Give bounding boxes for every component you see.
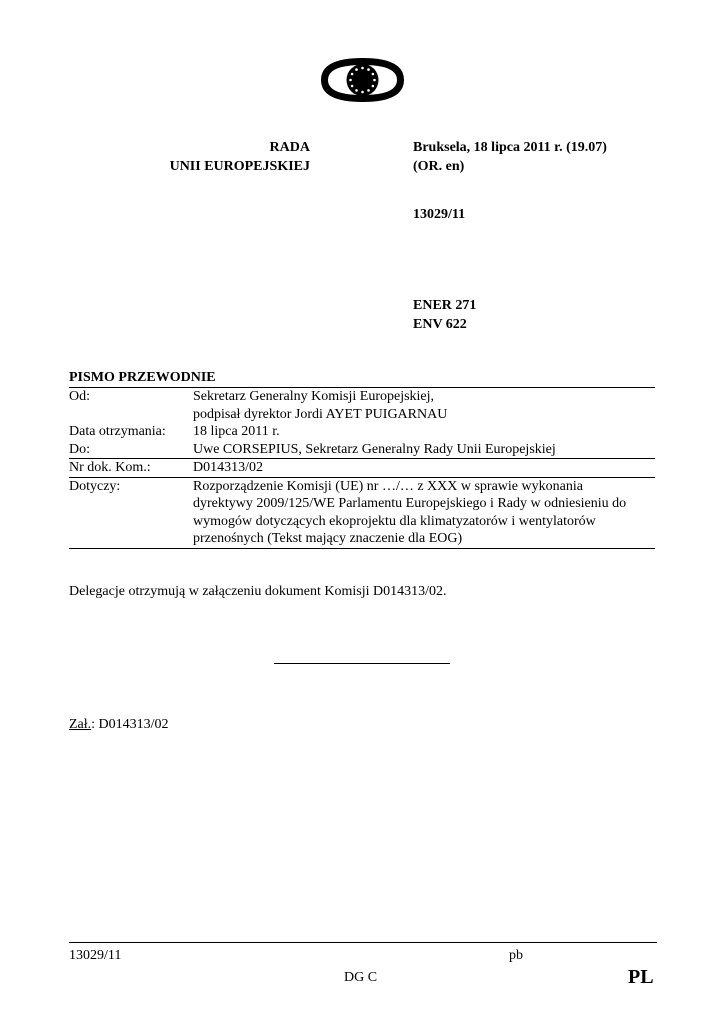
- value-line: Uwe CORSEPIUS, Sekretarz Generalny Rady Unii Europejskiej: [193, 441, 556, 457]
- table-row: [69, 477, 655, 548]
- row-label: Nr dok. Kom.:: [69, 459, 193, 478]
- row-label: Do:: [69, 441, 193, 459]
- code-env: ENV 622: [413, 317, 467, 332]
- footer-doc-ref: 13029/11: [69, 948, 122, 963]
- table-row: [69, 441, 655, 459]
- row-value: [193, 441, 655, 459]
- footer-initials: pb: [509, 948, 523, 963]
- letter-title: PISMO PRZEWODNIE: [69, 370, 216, 385]
- council-line-1: RADA: [269, 140, 310, 155]
- council-line-2: UNII EUROPEJSKIEJ: [169, 159, 310, 174]
- value-line: przenośnych (Tekst mający znaczenie dla EOG): [193, 531, 463, 546]
- value-line: wymogów dotyczących ekoprojektu dla klimatyzatorów i wentylatorów: [193, 513, 596, 529]
- place-date: Bruksela, 18 lipca 2011 r. (19.07): [413, 140, 607, 155]
- code-ener: ENER 271: [413, 298, 477, 313]
- row-value: [193, 477, 655, 548]
- row-value: [193, 459, 655, 478]
- place-date-block: [413, 138, 607, 176]
- row-value: [193, 388, 655, 424]
- body-text: Delegacje otrzymują w załączeniu dokument Komisji D014313/02.: [69, 584, 447, 599]
- row-label: Dotyczy:: [69, 477, 193, 548]
- footer-rule: [69, 942, 657, 943]
- doc-number: 13029/11: [413, 207, 466, 222]
- value-line: Rozporządzenie Komisji (UE) nr …/… z XXX w sprawie wykonania: [193, 478, 583, 494]
- row-label: Od:: [69, 388, 193, 424]
- table-row: [69, 459, 655, 478]
- value-line: Sekretarz Generalny Komisji Europejskiej,: [193, 389, 435, 404]
- value-line: podpisał dyrektor Jordi AYET PUIGARNAU: [193, 406, 448, 422]
- cover-note-table: [69, 387, 655, 549]
- value-line: D014313/02: [193, 460, 263, 475]
- attachment-value: : D014313/02: [91, 717, 169, 732]
- value-line: 18 lipca 2011 r.: [193, 424, 280, 439]
- value-line: dyrektywy 2009/125/WE Parlamentu Europejskiego i Rady w odniesieniu do: [193, 496, 627, 511]
- footer-language: PL: [628, 966, 654, 988]
- separator-rule: [274, 663, 450, 664]
- table-row: [69, 423, 655, 441]
- interinstitutional-codes: [413, 296, 476, 334]
- table-row: [69, 388, 655, 424]
- row-value: [193, 423, 655, 441]
- row-label: Data otrzymania:: [69, 424, 166, 439]
- council-name: [130, 138, 310, 176]
- council-logo-icon: [319, 56, 406, 104]
- footer-dg: DG C: [344, 970, 378, 985]
- attachment: [69, 717, 169, 733]
- original-language: (OR. en): [413, 159, 465, 174]
- attachment-label: Zał.: [69, 717, 92, 732]
